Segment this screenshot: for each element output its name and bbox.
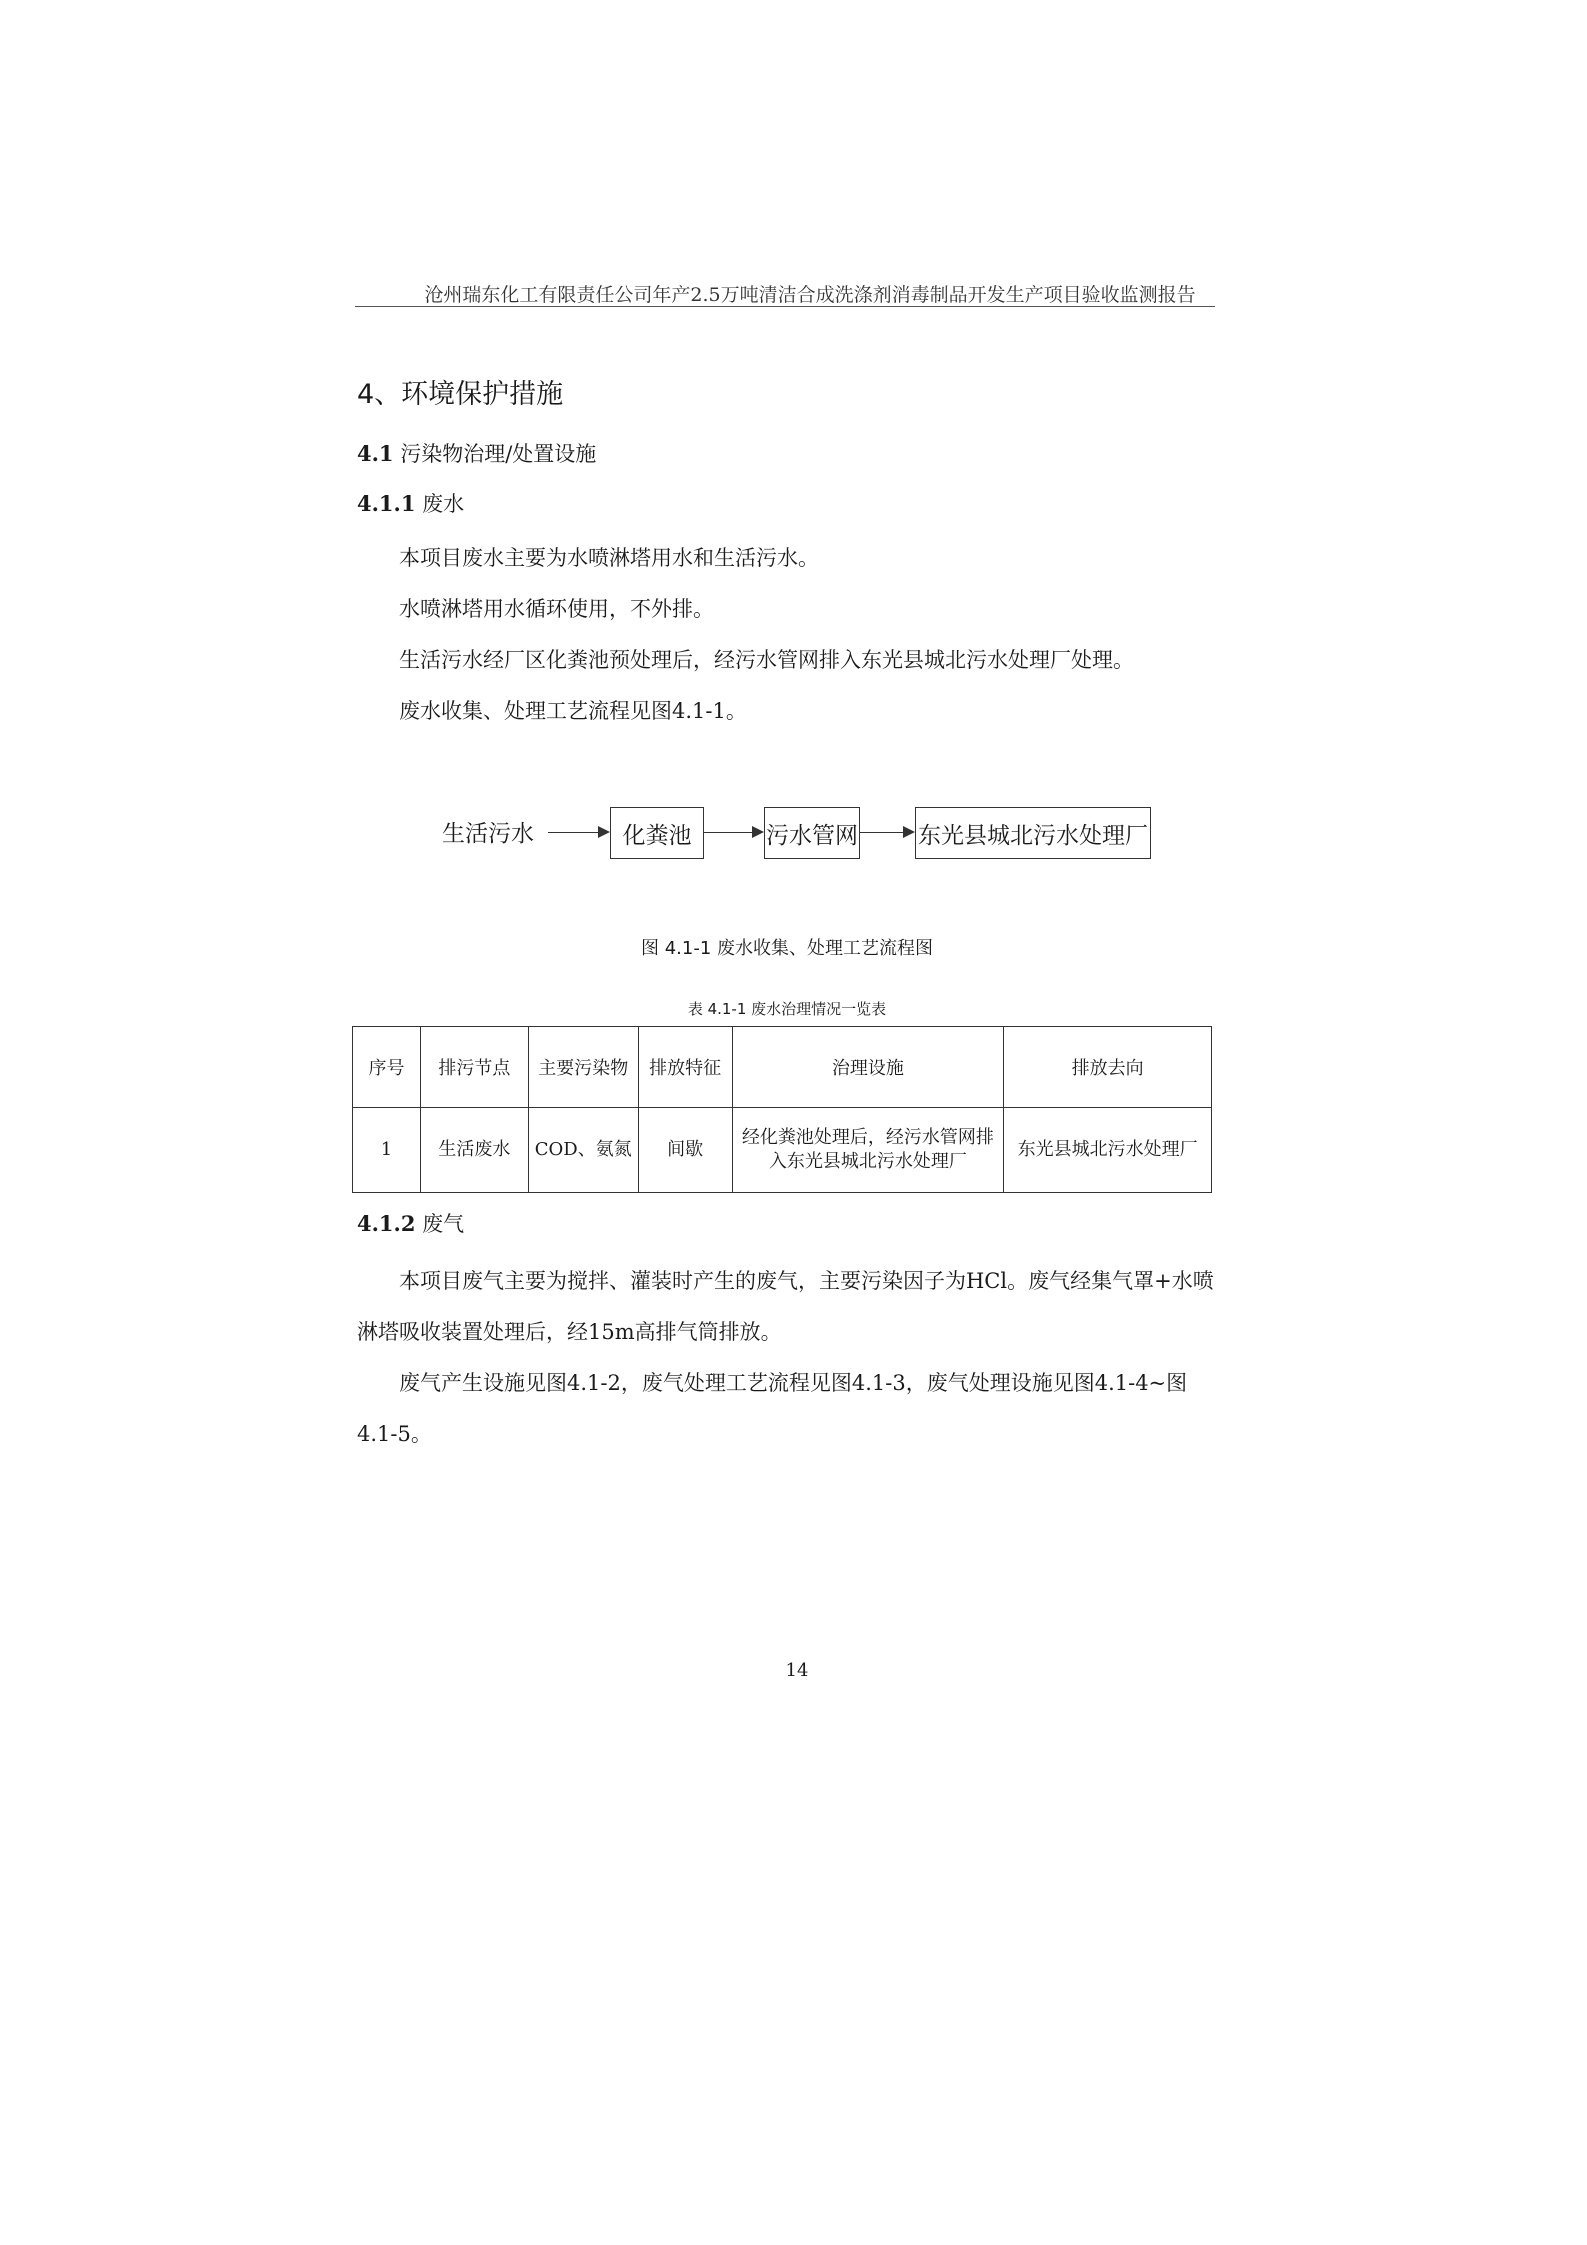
subsection-title: 污染物治理/处置设施: [400, 442, 597, 466]
exhaust-heading: [357, 1208, 464, 1238]
exhaust-paragraph-1: 本项目废气主要为搅拌、灌装时产生的废气，主要污染因子为HCl。废气经集气罩+水喷淋塔吸收装置处理后，经15m高排气筒排放。: [357, 1269, 1214, 1344]
section-title: 4、环境保护措施: [357, 379, 564, 410]
flow-box-treatment-plant: [915, 807, 1151, 859]
table-cell: 生活废水: [420, 1108, 528, 1193]
table-header-cell: 排放去向: [1004, 1027, 1212, 1108]
table-row: [353, 1108, 1212, 1193]
flow-arrow-1: [548, 832, 600, 833]
flow-arrow-2: [704, 832, 754, 833]
table-cell: 间歇: [638, 1108, 732, 1193]
wastewater-treatment-table: [352, 1026, 1212, 1193]
flow-arrow-3: [860, 832, 905, 833]
flow-box-septic-tank-label: 化粪池: [622, 822, 692, 849]
table-caption: 表 4.1-1 废水治理情况一览表: [687, 1000, 887, 1018]
subsection-number: 4.1: [357, 441, 394, 466]
table-header-cell: 排污节点: [420, 1027, 528, 1108]
wastewater-paragraph-4: 废水收集、处理工艺流程见图4.1-1。: [399, 699, 747, 723]
flow-arrowhead-2: [752, 826, 764, 838]
exhaust-heading-number: 4.1.2: [357, 1211, 416, 1236]
table-cell: 东光县城北污水处理厂: [1004, 1108, 1212, 1193]
table-header-cell: 主要污染物: [528, 1027, 638, 1108]
page-number: 14: [785, 1660, 809, 1681]
exhaust-paragraph-2: 废气产生设施见图4.1-2，废气处理工艺流程见图4.1-3，废气处理设施见图4.1-4~图4.1-5。: [357, 1371, 1188, 1446]
flow-box-treatment-plant-label: 东光县城北污水处理厂: [918, 822, 1148, 849]
wastewater-paragraph-2: 水喷淋塔用水循环使用，不外排。: [399, 597, 714, 621]
wastewater-paragraph-1: 本项目废水主要为水喷淋塔用水和生活污水。: [399, 546, 819, 570]
table-header-row: [353, 1027, 1212, 1108]
table-header-cell: 治理设施: [732, 1027, 1004, 1108]
wastewater-heading-title: 废水: [422, 492, 465, 516]
table-header-cell: 序号: [353, 1027, 421, 1108]
report-header-title: 沧州瑞东化工有限责任公司年产2.5万吨清洁合成洗涤剂消毒制品开发生产项目验收监测报告: [424, 284, 1196, 306]
table-cell: 经化粪池处理后，经污水管网排入东光县城北污水处理厂: [732, 1108, 1004, 1193]
flow-box-sewer-network-label: 污水管网: [766, 822, 858, 849]
figure-caption: 图 4.1-1 废水收集、处理工艺流程图: [640, 938, 933, 959]
flow-arrowhead-3: [903, 826, 915, 838]
table-cell: COD、氨氮: [528, 1108, 638, 1193]
wastewater-paragraph-3: 生活污水经厂区化粪池预处理后，经污水管网排入东光县城北污水处理厂处理。: [399, 648, 1134, 672]
exhaust-heading-title: 废气: [422, 1212, 465, 1236]
flow-arrowhead-1: [598, 826, 610, 838]
table-cell: 1: [353, 1108, 421, 1193]
flow-box-sewer-network: [764, 807, 860, 859]
flow-box-septic-tank: [610, 807, 704, 859]
wastewater-flow-diagram: [0, 0, 1587, 900]
flow-source-label: 生活污水: [442, 821, 534, 847]
table-header-cell: 排放特征: [638, 1027, 732, 1108]
wastewater-heading-number: 4.1.1: [357, 491, 416, 516]
